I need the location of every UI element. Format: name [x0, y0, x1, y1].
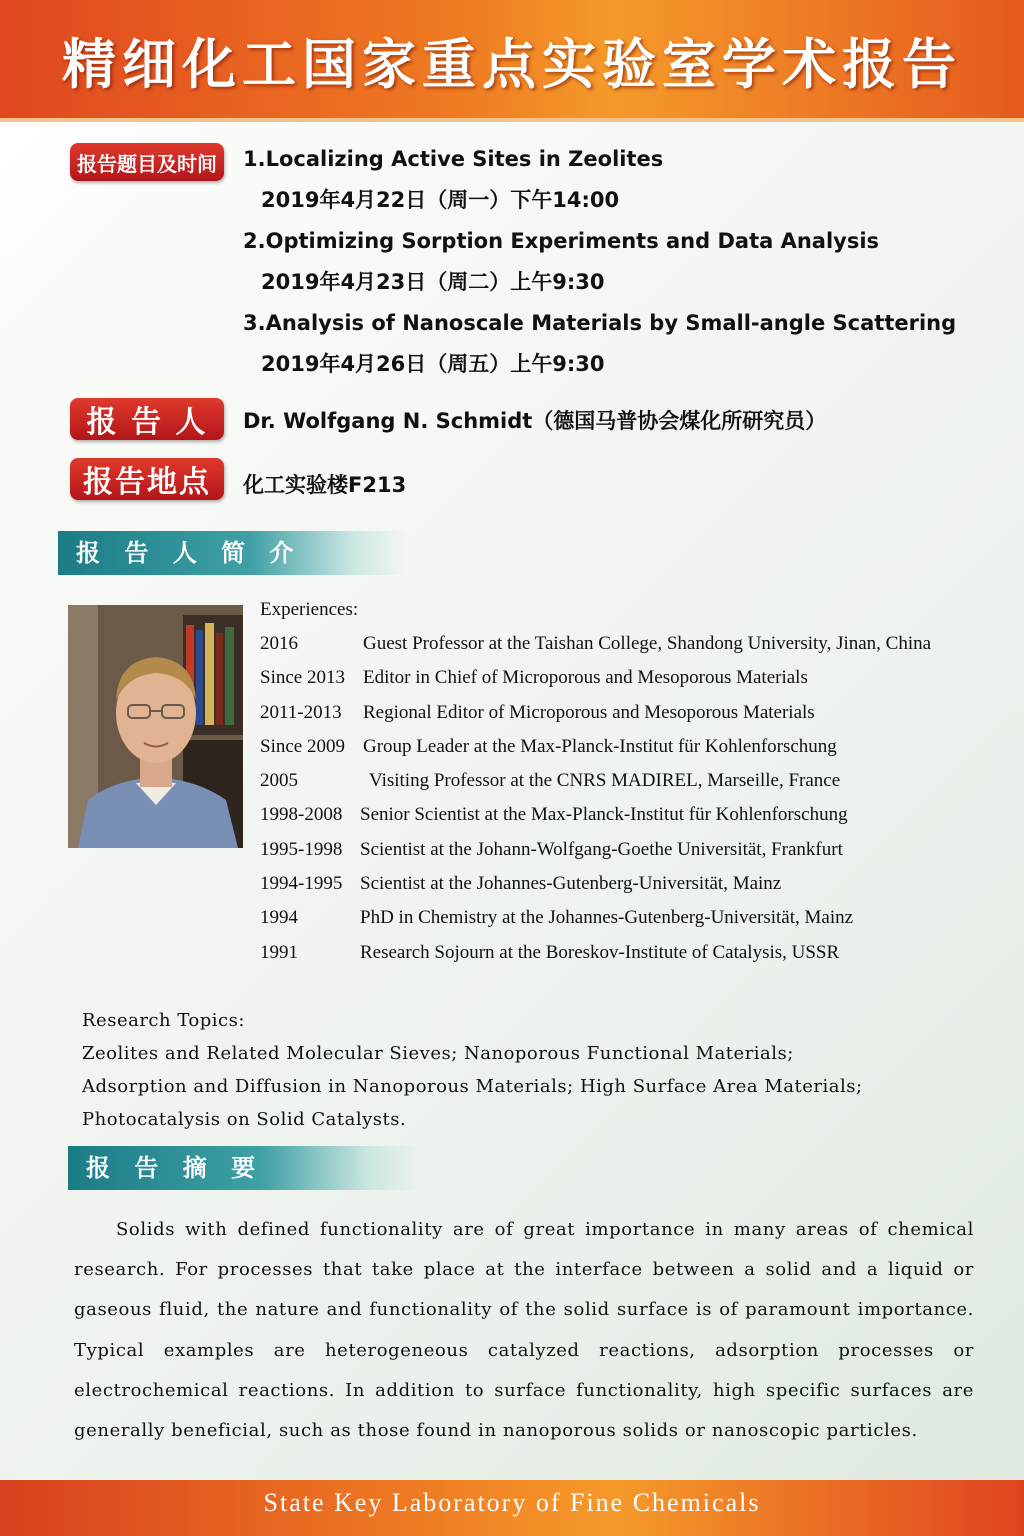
- talk-time: 2019年4月23日（周二）上午9:30: [261, 270, 605, 294]
- experience-row: [260, 870, 931, 904]
- venue-value: 化工实验楼F213: [243, 473, 407, 497]
- page-title: 精细化工国家重点实验室学术报告: [62, 32, 962, 96]
- experience-year: Since 2009: [260, 735, 345, 757]
- experience-row: [260, 939, 931, 973]
- experience-year: 1994-1995: [260, 873, 343, 895]
- talk-time: 2019年4月26日（周五）上午9:30: [261, 352, 605, 376]
- experience-desc: Regional Editor of Microporous and Mesoporous Materials: [363, 701, 815, 723]
- header-banner: [0, 0, 1024, 122]
- experience-desc: Editor in Chief of Microporous and Mesoporous Materials: [363, 667, 808, 689]
- experience-year: 2005: [260, 770, 298, 792]
- experience-desc: Scientist at the Johannes-Gutenberg-Universität, Mainz: [360, 873, 782, 895]
- experience-year: 1991: [260, 941, 298, 963]
- speaker-badge: 报 告 人: [70, 398, 224, 440]
- section-speaker-intro: 报 告 人 简 介: [58, 531, 408, 575]
- venue-badge: 报告地点: [70, 458, 224, 500]
- experience-heading: Experiences:: [260, 599, 359, 620]
- experience-desc: Group Leader at the Max-Planck-Institut für Kohlenforschung: [363, 735, 837, 757]
- experience-row: [260, 699, 931, 733]
- experience-list: [260, 596, 931, 973]
- experience-year: 1998-2008: [260, 804, 343, 826]
- talk-title: 1.Localizing Active Sites in Zeolites: [243, 147, 664, 171]
- research-heading: Research Topics:: [82, 1010, 245, 1031]
- experience-desc: Scientist at the Johann-Wolfgang-Goethe Universität, Frankfurt: [360, 838, 843, 860]
- research-line: Photocatalysis on Solid Catalysts.: [82, 1109, 407, 1130]
- experience-row: [260, 630, 931, 664]
- talk-title: 2.Optimizing Sorption Experiments and Data Analysis: [243, 229, 880, 253]
- research-line: Adsorption and Diffusion in Nanoporous Materials; High Surface Area Materials;: [82, 1076, 863, 1097]
- talk-title: 3.Analysis of Nanoscale Materials by Small-angle Scattering: [243, 311, 957, 335]
- experience-row: [260, 733, 931, 767]
- abstract-text: Solids with defined functionality are of great importance in many areas of chemical research. For processes that take place at the interface between a solid and a liquid or gaseous fluid, the nature and functionality of the solid surface is of paramount importance. Typical examples are heterogeneous catalyzed reactions, adsorption processes or electrochemical reactions. In addition to surface functionality, high specific surfaces are generally beneficial, such as those found in nanoporous solids or nanoscopic particles.: [74, 1219, 974, 1442]
- research-line: Zeolites and Related Molecular Sieves; Nanoporous Functional Materials;: [82, 1043, 794, 1064]
- speaker-portrait-image: [68, 605, 243, 848]
- experience-row: [260, 801, 931, 835]
- experience-row: [260, 664, 931, 698]
- section-abstract: 报 告 摘 要: [68, 1146, 420, 1190]
- experience-row: [260, 836, 931, 870]
- experience-year: 2016: [260, 633, 298, 654]
- speaker-name: Dr. Wolfgang N. Schmidt（德国马普协会煤化所研究员）: [243, 409, 827, 433]
- research-topics: [82, 1008, 863, 1140]
- experience-year: 1995-1998: [260, 838, 343, 860]
- experience-desc: Visiting Professor at the CNRS MADIREL, Marseille, France: [369, 770, 841, 792]
- experience-desc: PhD in Chemistry at the Johannes-Gutenberg-Universität, Mainz: [360, 907, 854, 929]
- footer-banner: [0, 1480, 1024, 1536]
- experience-desc: Guest Professor at the Taishan College, Shandong University, Jinan, China: [363, 633, 932, 654]
- experience-row: [260, 904, 931, 938]
- experience-year: Since 2013: [260, 667, 345, 689]
- speaker-photo: [68, 605, 243, 848]
- experience-row: [260, 767, 931, 801]
- footer-text: State Key Laboratory of Fine Chemicals: [263, 1488, 761, 1517]
- talk-time: 2019年4月22日（周一）下午14:00: [261, 188, 620, 212]
- experience-desc: Senior Scientist at the Max-Planck-Institut für Kohlenforschung: [360, 804, 848, 826]
- talk-list: [243, 143, 956, 389]
- experience-desc: Research Sojourn at the Boreskov-Institute of Catalysis, USSR: [360, 941, 840, 963]
- experience-year: 1994: [260, 907, 298, 929]
- experience-year: 2011-2013: [260, 701, 342, 723]
- topics-time-badge: 报告题目及时间: [70, 143, 224, 181]
